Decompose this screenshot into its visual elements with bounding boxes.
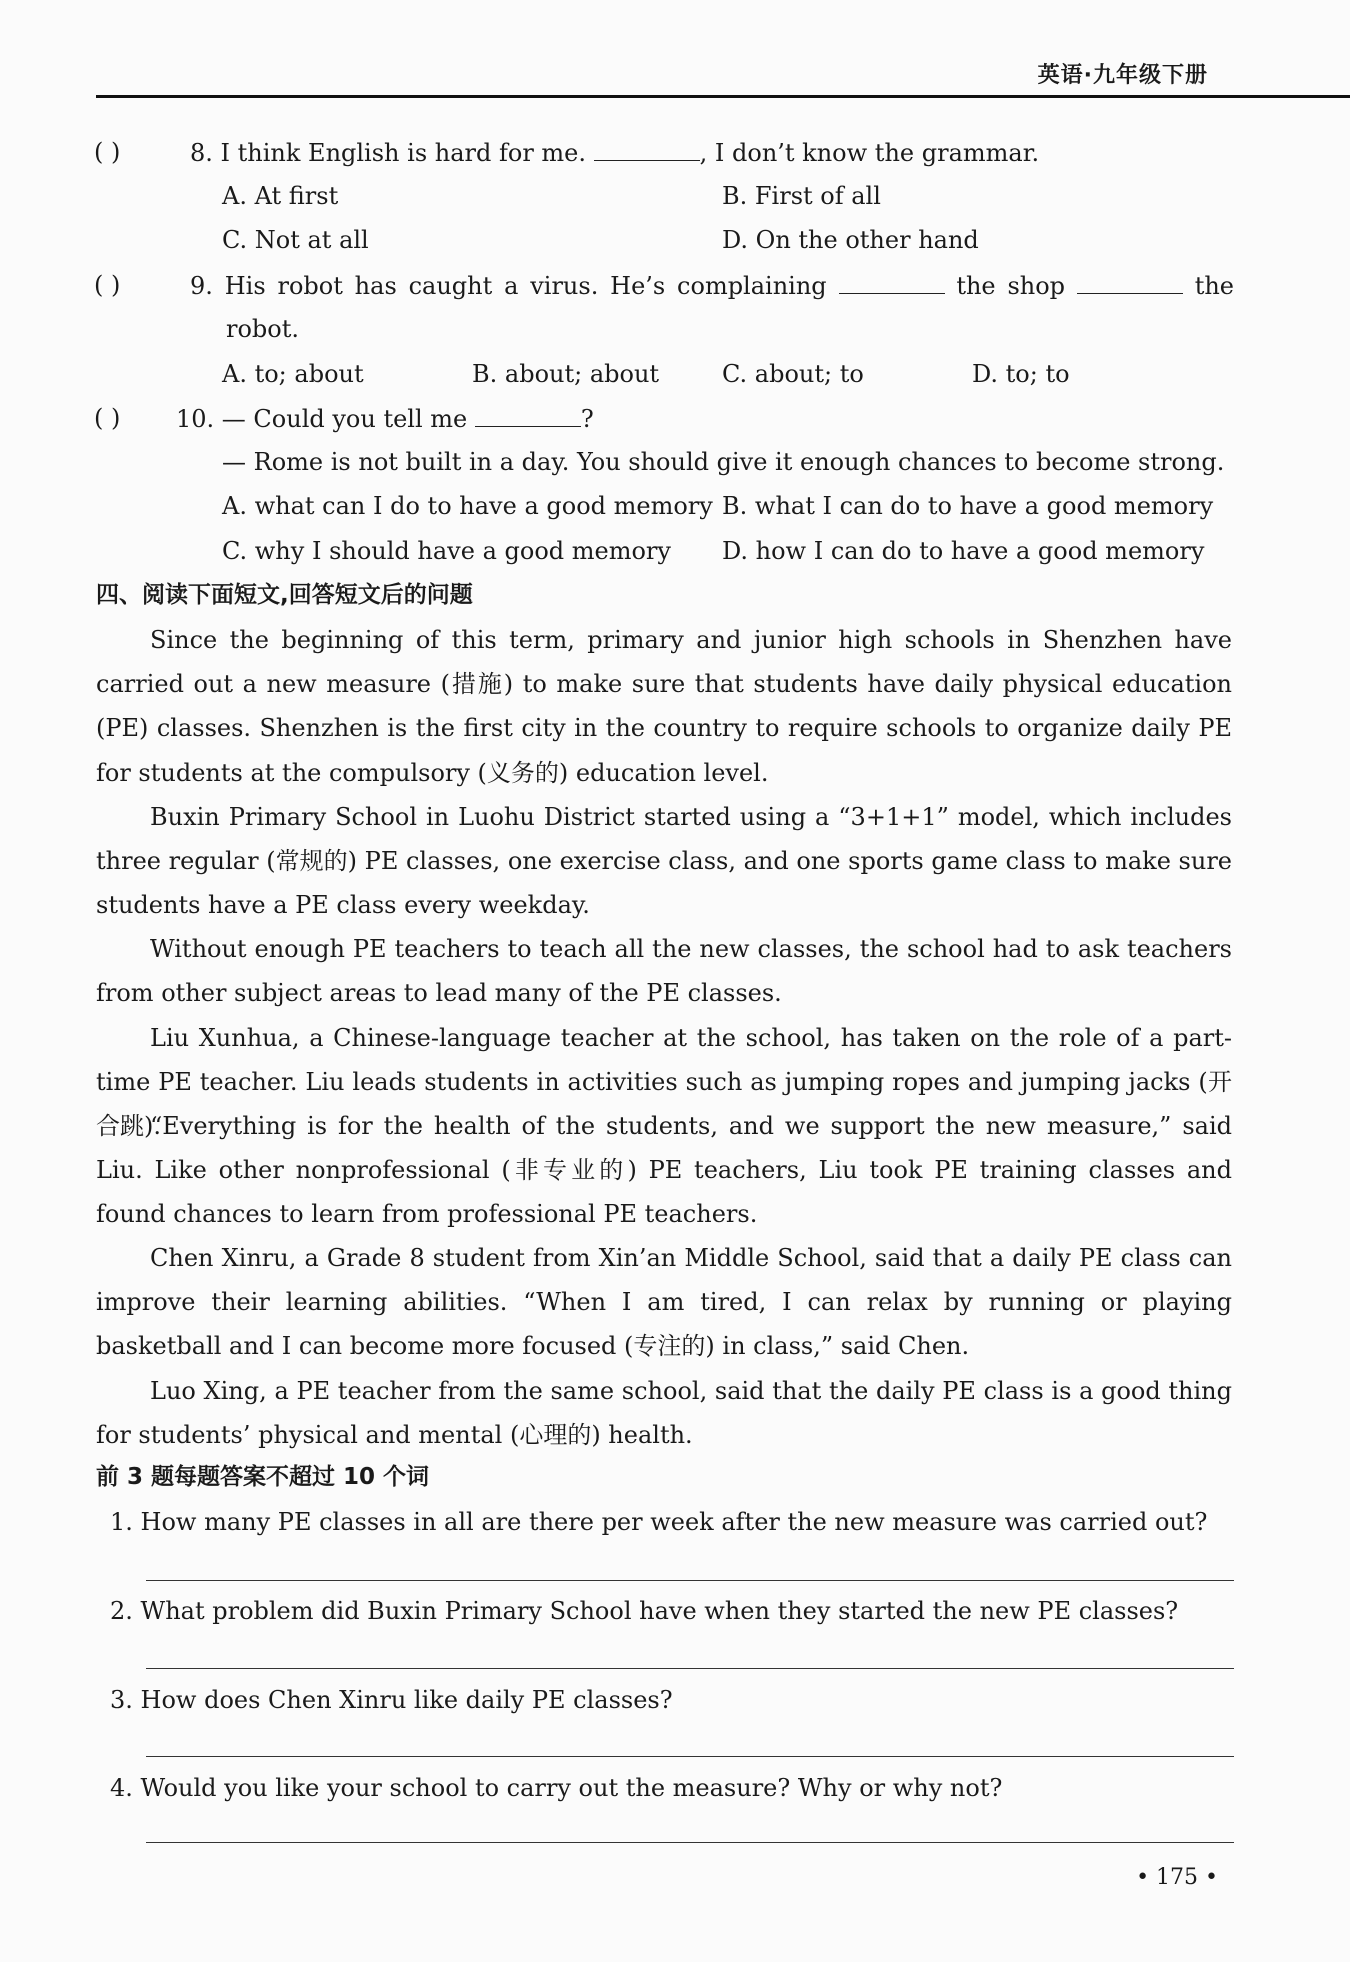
passage-paragraph: “Everything is for the health of the students, and we support the new measure,” said Liu. Like other nonprofessional (非专业的) PE teachers, Liu took PE training classes and found chances to learn from professional PE teachers. — [96, 1112, 1232, 1229]
answer-bracket[interactable]: ( ) — [94, 404, 121, 432]
answer-instruction: 前 3 题每题答案不超过 10 个词 — [96, 1464, 430, 1490]
book-title: 英语·九年级下册 — [1037, 63, 1208, 88]
fill-blank[interactable] — [839, 269, 945, 294]
answer-line[interactable] — [146, 1756, 1234, 1757]
passage-paragraph: Chen Xinru, a Grade 8 student from Xin’an Middle School, said that a daily PE class can improve their learning abilities. “When I am tired, I can relax by running or playing basketball and I can become more focused (专注的) in class,” said Chen. — [96, 1244, 1232, 1361]
answer-bracket[interactable]: ( ) — [94, 271, 121, 299]
question-stem-continued: robot. — [226, 315, 300, 343]
section-heading: 四、阅读下面短文,回答短文后的问题 — [96, 582, 473, 608]
page-number: • 175 • — [1136, 1865, 1218, 1890]
option-b[interactable]: B. First of all — [722, 182, 881, 210]
fill-blank[interactable] — [475, 402, 581, 427]
fill-blank[interactable] — [1077, 269, 1183, 294]
answer-line[interactable] — [146, 1580, 1234, 1581]
comprehension-question: 1. How many PE classes in all are there per week after the new measure was carried out? — [110, 1508, 1208, 1536]
option-c[interactable]: C. Not at all — [222, 226, 369, 254]
option-a[interactable]: A. At first — [222, 182, 339, 210]
passage-paragraph: Without enough PE teachers to teach all the new classes, the school had to ask teachers from other subject areas to lead many of the PE classes. — [96, 935, 1232, 1008]
option-d[interactable]: D. how I can do to have a good memory — [722, 537, 1205, 565]
option-d[interactable]: D. to; to — [972, 360, 1070, 388]
question-stem: 8. I think English is hard for me. , I don’t know the grammar. — [190, 136, 1039, 169]
option-a[interactable]: A. to; about — [222, 360, 364, 388]
question-dialogue-reply: — Rome is not built in a day. You should give it enough chances to become strong. — [222, 448, 1225, 476]
option-c[interactable]: C. about; to — [722, 360, 864, 388]
option-c[interactable]: C. why I should have a good memory — [222, 537, 671, 565]
comprehension-question: 2. What problem did Buxin Primary School have when they started the new PE classes? — [110, 1597, 1179, 1625]
option-a[interactable]: A. what can I do to have a good memory — [222, 492, 713, 520]
answer-line[interactable] — [146, 1842, 1234, 1843]
passage-paragraph: Luo Xing, a PE teacher from the same school, said that the daily PE class is a good thing for students’ physical and mental (心理的) health. — [96, 1377, 1232, 1450]
question-stem: 10. — Could you tell me ? — [176, 402, 594, 435]
passage-paragraph: Since the beginning of this term, primary and junior high schools in Shenzhen have carried out a new measure (措施) to make sure that students have daily physical education (PE) classes. Shenzhen is the first city in the country to require schools to organize daily PE for students at the compulsory (义务的) education level. — [96, 626, 1232, 787]
answer-bracket[interactable]: ( ) — [94, 138, 121, 166]
option-d[interactable]: D. On the other hand — [722, 226, 979, 254]
header-rule — [96, 95, 1350, 98]
question-stem: 9. His robot has caught a virus. He’s complaining the shop the — [190, 269, 1234, 302]
passage-paragraph: Buxin Primary School in Luohu District started using a “3+1+1” model, which includes three regular (常规的) PE classes, one exercise class, and one sports game class to make sure students have a PE class every weekday. — [96, 803, 1232, 920]
passage-paragraph: Liu Xunhua, a Chinese-language teacher at the school, has taken on the role of a part-time PE teacher. Liu leads students in activities such as jumping ropes and jumping jacks (开合跳). — [96, 1024, 1232, 1141]
option-b[interactable]: B. what I can do to have a good memory — [722, 492, 1214, 520]
comprehension-question: 4. Would you like your school to carry out the measure? Why or why not? — [110, 1774, 1003, 1802]
answer-line[interactable] — [146, 1668, 1234, 1669]
comprehension-question: 3. How does Chen Xinru like daily PE classes? — [110, 1686, 673, 1714]
fill-blank[interactable] — [594, 136, 700, 161]
option-b[interactable]: B. about; about — [472, 360, 660, 388]
